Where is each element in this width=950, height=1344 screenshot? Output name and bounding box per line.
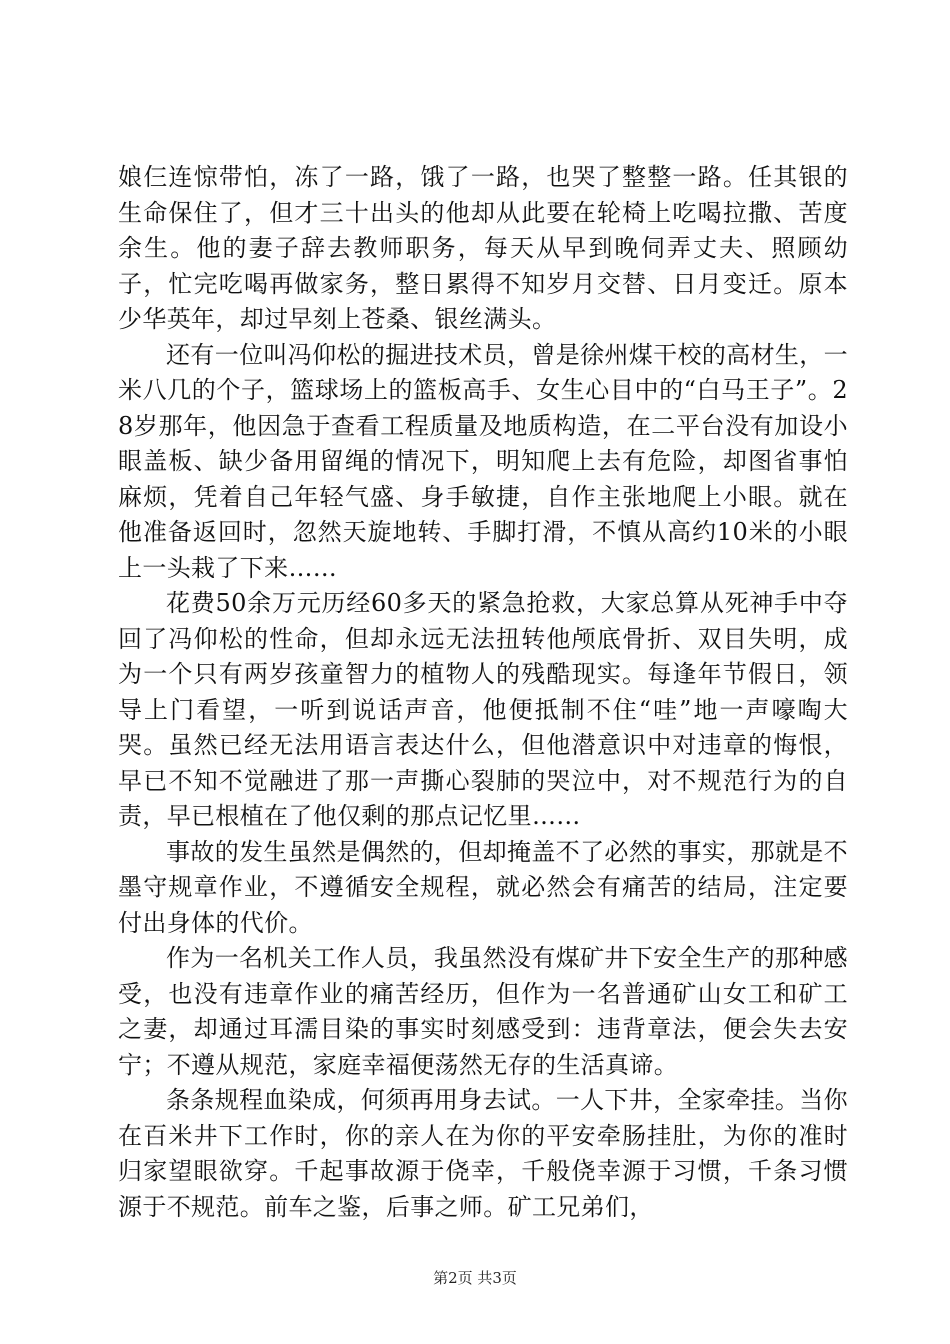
paragraph-1: 娘仨连惊带怕，冻了一路，饿了一路，也哭了整整一路。任其银的生命保住了，但才三十出头的他却从此要在轮椅上吃喝拉撒、苦度余生。他的妻子辞去教师职务，每天从早到晚伺弄丈夫、照顾幼子，忙完吃喝再做家务，整日累得不知岁月交替、日月变迁。原本少华英年，却过早刻上苍桑、银丝满头。: [118, 163, 848, 333]
paragraph-2: 还有一位叫冯仰松的掘进技术员，曾是徐州煤干校的高材生，一米八几的个子，篮球场上的篮板高手、女生心目中的“白马王子”。28岁那年，他因急于查看工程质量及地质构造，在二平台没有加设小眼盖板、缺少备用留绳的情况下，明知爬上去有危险，却图省事怕麻烦，凭着自己年轻气盛、身手敏捷，自作主张地爬上小眼。就在他准备返回时，忽然天旋地转、手脚打滑，不慎从高约10米的小眼上一头栽了下来……: [118, 340, 848, 582]
document-body: [118, 160, 848, 1225]
paragraph-6: 条条规程血染成，何须再用身去试。一人下井，全家牵挂。当你在百米井下工作时，你的亲人在为你的平安牵肠挂肚，为你的准时归家望眼欲穿。千起事故源于侥幸，千般侥幸源于习惯，千条习惯源于不规范。前车之鉴，后事之师。矿工兄弟们，: [118, 1086, 848, 1221]
paragraph-3: 花费50余万元历经60多天的紧急抢救，大家总算从死神手中夺回了冯仰松的性命，但却永远无法扭转他颅底骨折、双目失明，成为一个只有两岁孩童智力的植物人的残酷现实。每逢年节假日，领导上门看望，一听到说话声音，他便抵制不住“哇”地一声嚎啕大哭。虽然已经无法用语言表达什么，但他潜意识中对违章的悔恨，早已不知不觉融进了那一声撕心裂肺的哭泣中，对不规范行为的自责，早已根植在了他仅剩的那点记忆里……: [118, 589, 848, 830]
paragraph-4: 事故的发生虽然是偶然的，但却掩盖不了必然的事实，那就是不墨守规章作业，不遵循安全规程，就必然会有痛苦的结局，注定要付出身体的代价。: [118, 837, 848, 937]
paragraph-5: 作为一名机关工作人员，我虽然没有煤矿井下安全生产的那种感受，也没有违章作业的痛苦经历，但作为一名普通矿山女工和矿工之妻，却通过耳濡目染的事实时刻感受到：违背章法，便会失去安宁；不遵从规范，家庭幸福便荡然无存的生活真谛。: [118, 944, 848, 1079]
page-footer: 第2页 共3页: [433, 1269, 517, 1287]
